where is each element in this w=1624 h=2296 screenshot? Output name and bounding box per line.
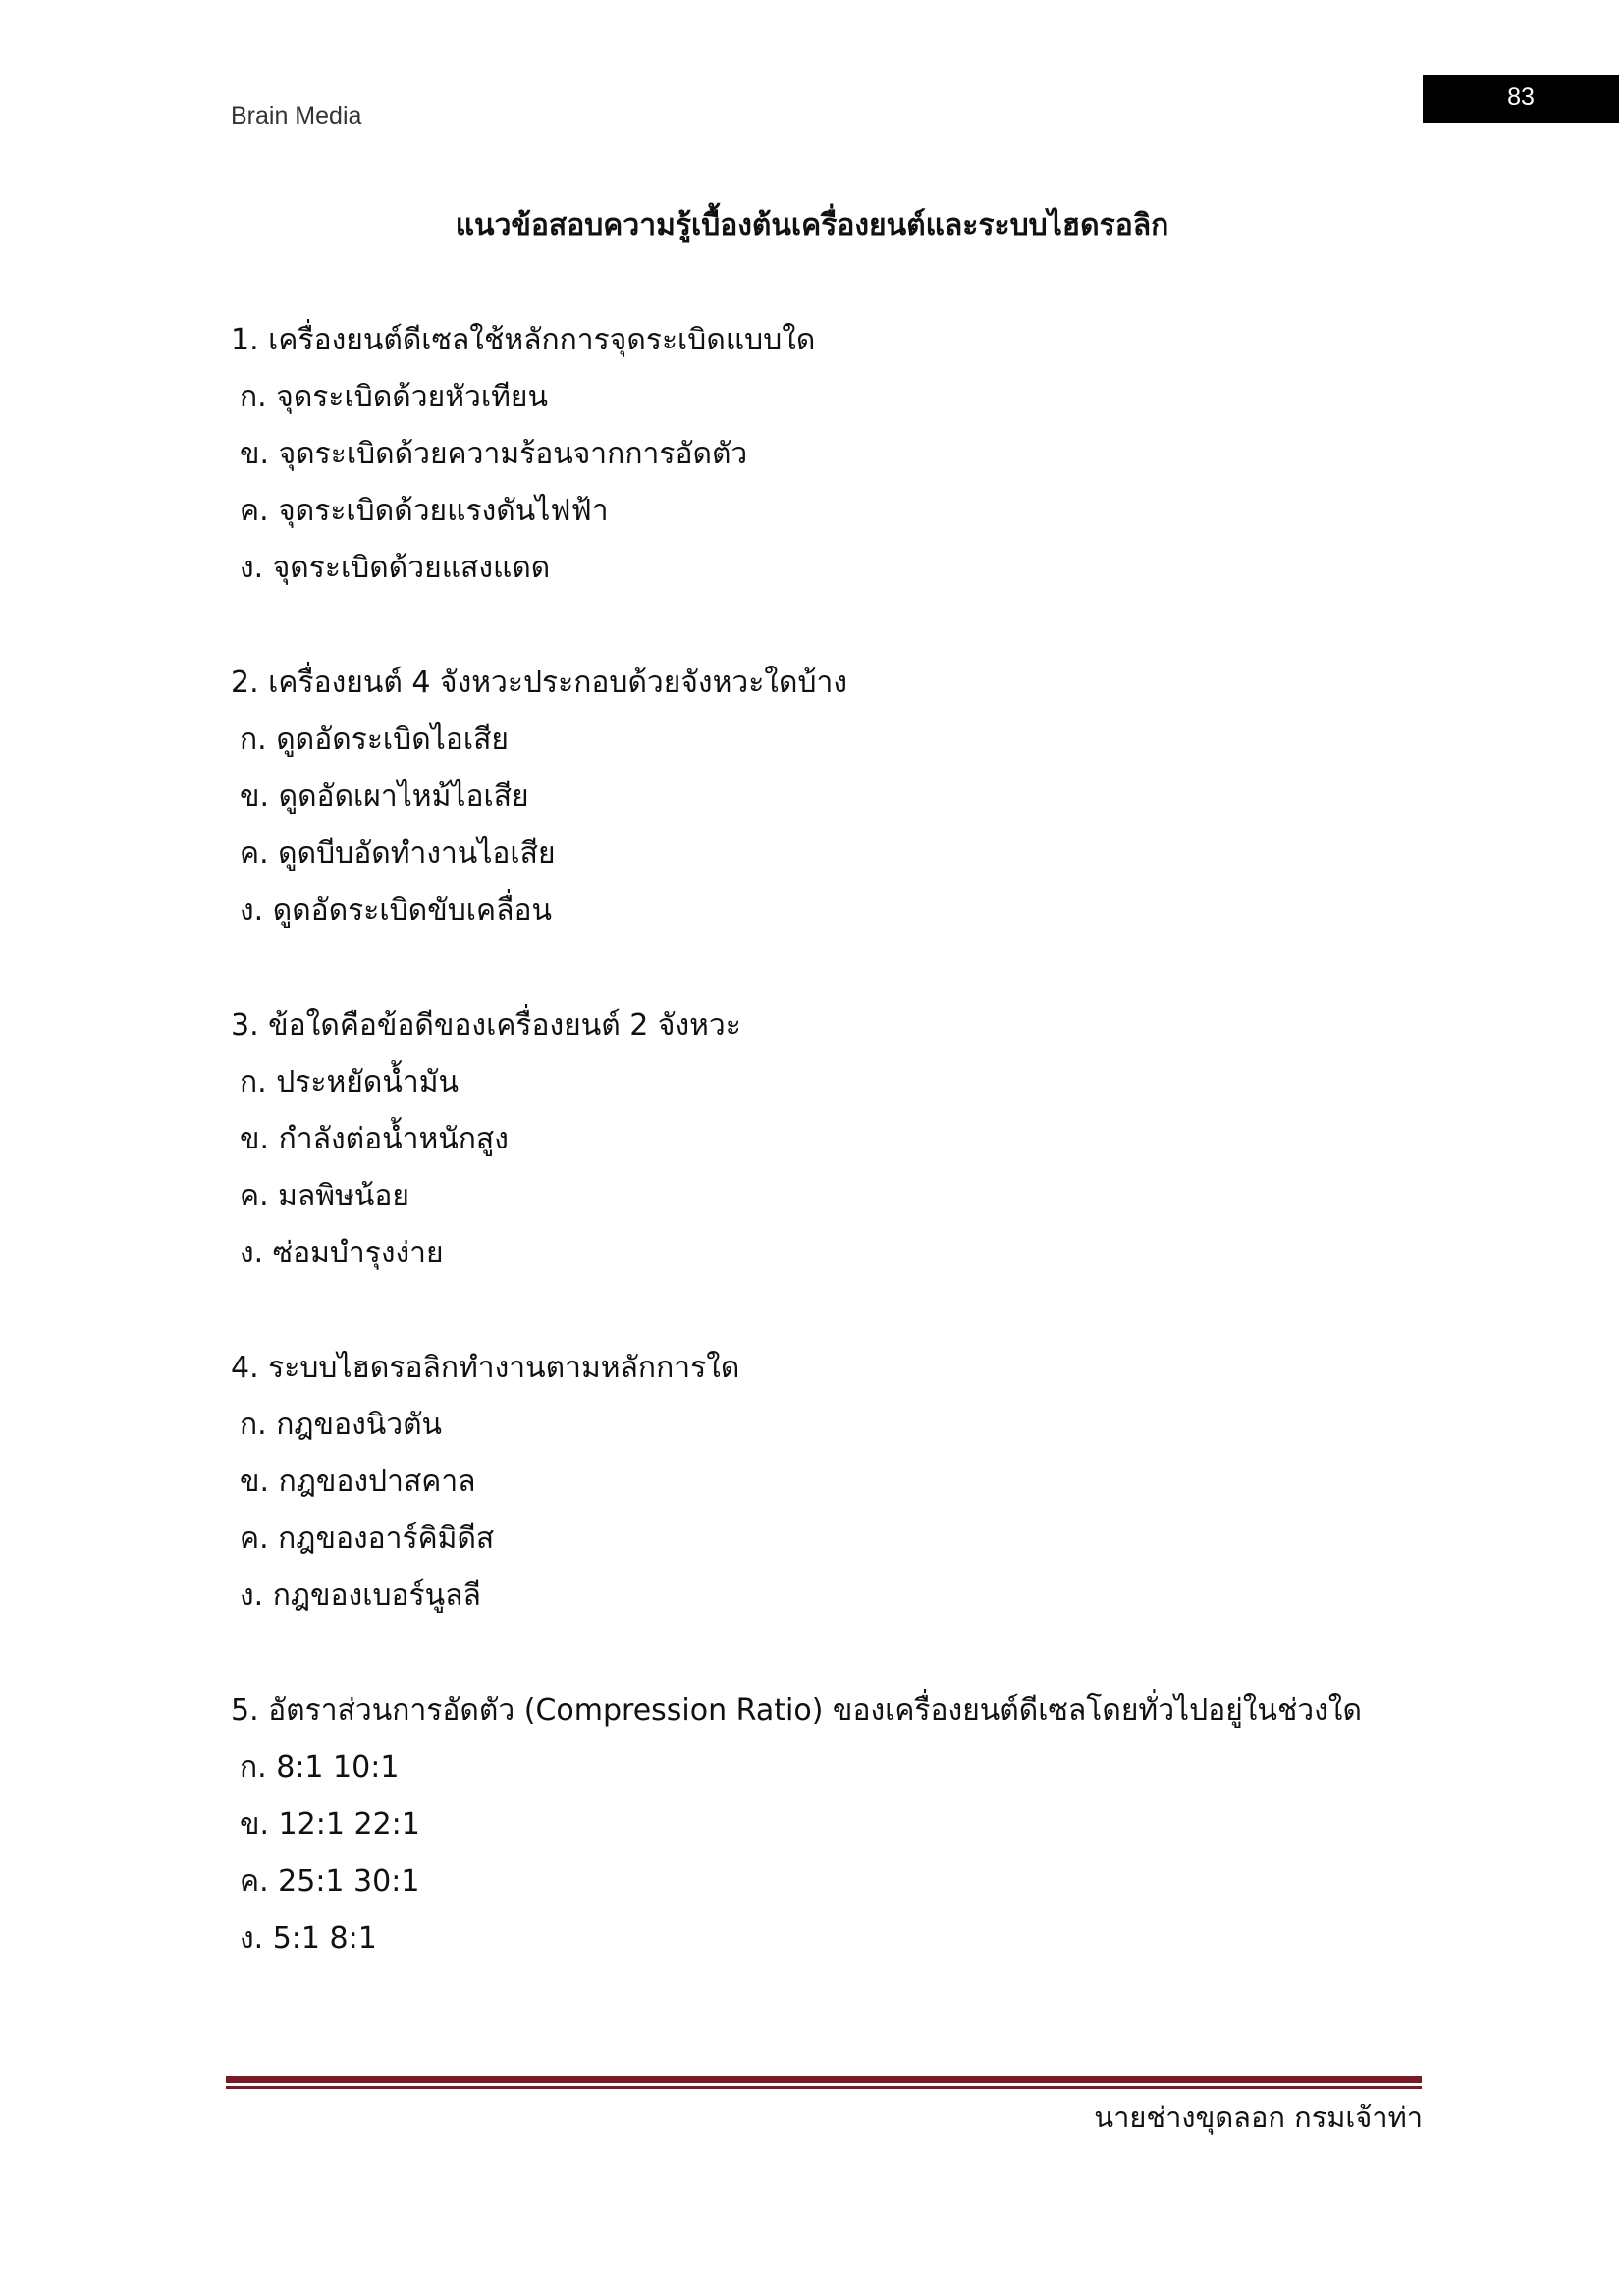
option-c: ค. จุดระเบิดด้วยแรงดันไฟฟ้า: [240, 494, 609, 528]
option-c: ค. ดูดบีบอัดทำงานไอเสีย: [240, 836, 556, 871]
option-d: ง. ซ่อมบำรุงง่าย: [240, 1236, 444, 1270]
option-b: ข. ดูดอัดเผาไหม้ไอเสีย: [240, 779, 529, 814]
document-title: แนวข้อสอบความรู้เบื้องต้นเครื่องยนต์และระบบไฮดรอลิก: [455, 208, 1169, 242]
option-a: ก. ดูดอัดระเบิดไอเสีย: [240, 722, 509, 757]
option-d: ง. จุดระเบิดด้วยแสงแดด: [240, 551, 551, 585]
question-3: [231, 997, 1507, 1282]
option-d: ง. 5:1 8:1: [240, 1921, 377, 1955]
page-number: 83: [1507, 83, 1535, 111]
option-b: ข. กฎของปาสคาล: [240, 1465, 476, 1499]
page-number-badge: [1423, 75, 1619, 123]
footer-divider-thin: [226, 2086, 1422, 2089]
question-list: [231, 312, 1507, 2025]
option-d: ง. กฎของเบอร์นูลลี: [240, 1578, 481, 1613]
question-text: 5. อัตราส่วนการอัดตัว (Compression Ratio) ของเครื่องยนต์ดีเซลโดยทั่วไปอยู่ในช่วงใด: [231, 1693, 1362, 1728]
option-a: ก. จุดระเบิดด้วยหัวเทียน: [240, 380, 548, 414]
footer-author: นายช่างขุดลอก กรมเจ้าท่า: [1094, 2101, 1423, 2134]
option-a: ก. 8:1 10:1: [240, 1750, 400, 1785]
question-2: [231, 655, 1507, 939]
option-c: ค. 25:1 30:1: [240, 1864, 420, 1898]
question-1: [231, 312, 1507, 597]
question-4: [231, 1340, 1507, 1625]
question-text: 1. เครื่องยนต์ดีเซลใช้หลักการจุดระเบิดแบบใด: [231, 323, 816, 357]
option-a: ก. ประหยัดน้ำมัน: [240, 1065, 459, 1099]
question-text: 2. เครื่องยนต์ 4 จังหวะประกอบด้วยจังหวะใดบ้าง: [231, 666, 847, 700]
footer-divider: [226, 2076, 1422, 2089]
option-a: ก. กฎของนิวตัน: [240, 1408, 443, 1442]
option-c: ค. กฎของอาร์คิมิดีส: [240, 1522, 495, 1556]
footer-divider-thick: [226, 2076, 1422, 2083]
option-b: ข. กำลังต่อน้ำหนักสูง: [240, 1122, 509, 1156]
option-d: ง. ดูดอัดระเบิดขับเคลื่อน: [240, 893, 552, 928]
question-text: 3. ข้อใดคือข้อดีของเครื่องยนต์ 2 จังหวะ: [231, 1008, 741, 1042]
publisher-name: Brain Media: [231, 102, 362, 130]
question-5: [231, 1682, 1507, 1967]
option-b: ข. 12:1 22:1: [240, 1807, 420, 1842]
option-c: ค. มลพิษน้อย: [240, 1179, 409, 1213]
option-b: ข. จุดระเบิดด้วยความร้อนจากการอัดตัว: [240, 437, 748, 471]
question-text: 4. ระบบไฮดรอลิกทำงานตามหลักการใด: [231, 1351, 740, 1385]
